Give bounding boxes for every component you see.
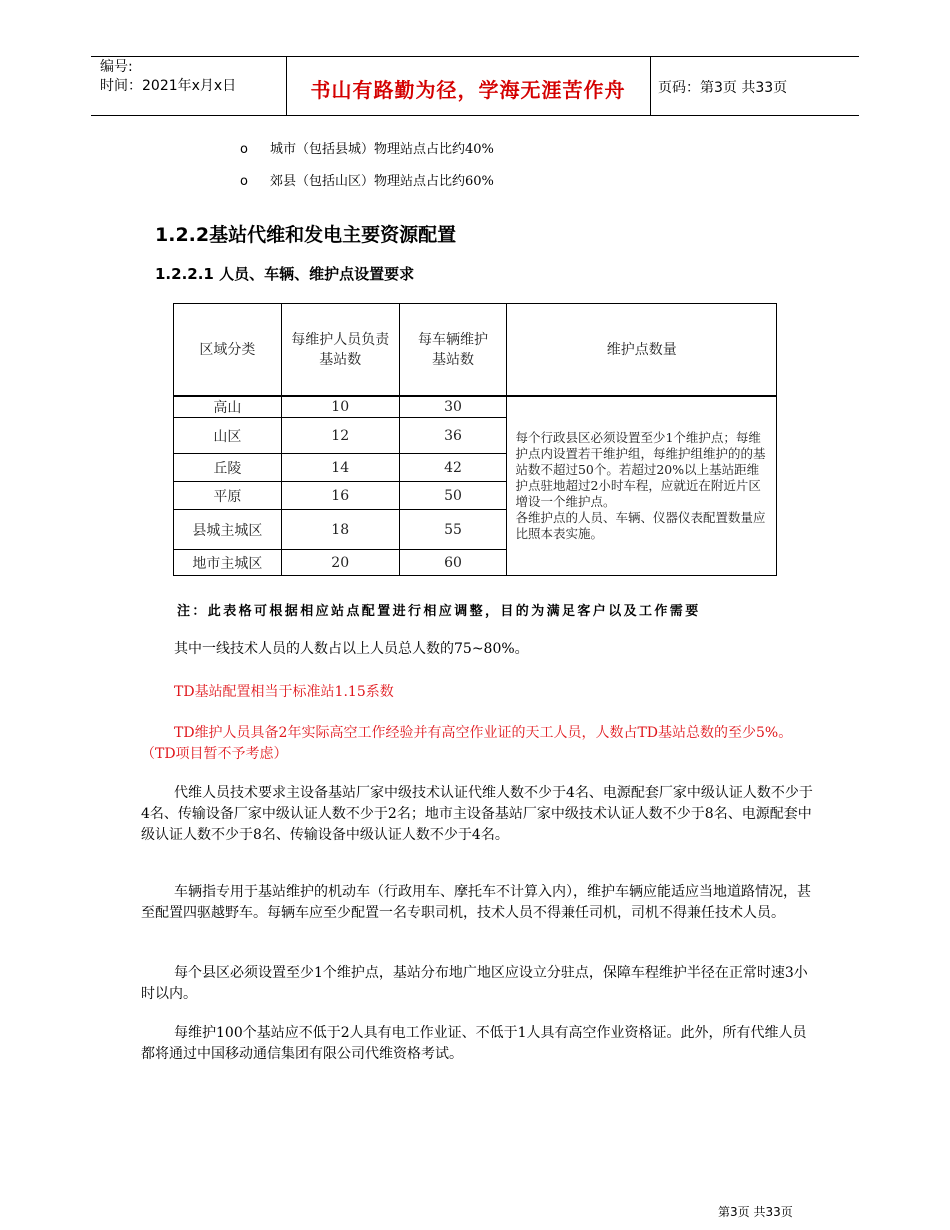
per-person-cell: 12	[281, 418, 399, 454]
list-item-text: 郊县（包括山区）物理站点占比约60%	[270, 174, 494, 189]
table-header-row	[174, 304, 777, 396]
area-cell: 丘陵	[174, 454, 282, 482]
area-cell: 山区	[174, 418, 282, 454]
document-number: 编号:	[100, 59, 133, 75]
highlight-paragraph: TD维护人员具备2年实际高空工作经验并有高空作业证的天工人员，人数占TD基站总数的至少5%。（TD项目暂不予考虑）	[141, 725, 793, 762]
per-person-cell: 14	[281, 454, 399, 482]
per-vehicle-cell: 42	[399, 454, 507, 482]
column-header: 维护点数量	[507, 304, 777, 396]
bullet-mark: o	[240, 142, 248, 157]
list-item	[240, 170, 494, 189]
area-cell: 平原	[174, 482, 282, 510]
maintenance-point-note	[507, 396, 777, 576]
header-page-number: 页码：第3页 共33页	[658, 80, 788, 96]
paragraph: 代维人员技术要求主设备基站厂家中级技术认证代维人数不少于4名、电源配套厂家中级认证人数不少于4名、传输设备厂家中级认证人数不少于2名；地市主设备基站厂家中级技术认证人数不少于8名、电源配套中级认证人数不少于8名、传输设备中级认证人数不少于4名。	[141, 785, 813, 843]
column-header: 区域分类	[174, 304, 282, 396]
resource-config-table	[173, 303, 777, 576]
document-time: 时间：2021年x月x日	[100, 78, 237, 94]
header-meta	[100, 58, 236, 96]
list-item-text: 城市（包括县城）物理站点占比约40%	[270, 142, 494, 157]
paragraph: 每个县区必须设置至少1个维护点，基站分布地广地区应设立分驻点，保障车程维护半径在正常时速3小时以内。	[141, 965, 808, 1002]
header-bottom-rule	[91, 115, 859, 116]
per-vehicle-cell: 60	[399, 550, 507, 576]
header-motto: 书山有路勤为径，学海无涯苦作舟	[310, 78, 626, 102]
note-text: 每个行政县区必须设置至少1个维护点；每维护点内设置若干维护组，每维护组维护的的基站数不超过50个。若超过20%以上基站距维护点驻地超过2小时车程，应就近在附近片区增设一个维护点。	[515, 429, 766, 509]
per-vehicle-cell: 30	[399, 396, 507, 418]
subsection-title: 1.2.2.1 人员、车辆、维护点设置要求	[155, 265, 415, 283]
header-divider	[650, 57, 651, 115]
section-title: 1.2.2基站代维和发电主要资源配置	[155, 224, 457, 246]
header-top-rule	[91, 56, 859, 57]
per-vehicle-cell: 36	[399, 418, 507, 454]
per-person-cell: 20	[281, 550, 399, 576]
per-person-cell: 10	[281, 396, 399, 418]
paragraph: 每维护100个基站应不低于2人具有电工作业证、不低于1人具有高空作业资格证。此外，所有代维人员都将通过中国移动通信集团有限公司代维资格考试。	[141, 1025, 807, 1062]
paragraph: 车辆指专用于基站维护的机动车（行政用车、摩托车不计算入内），维护车辆应能适应当地道路情况，甚至配置四驱越野车。每辆车应至少配置一名专职司机，技术人员不得兼任司机，司机不得兼任技术人员。	[141, 884, 811, 921]
note-text: 各维护点的人员、车辆、仪器仪表配置数量应比照本表实施。	[515, 509, 766, 541]
column-header: 每维护人员负责基站数	[281, 304, 399, 396]
per-vehicle-cell: 50	[399, 482, 507, 510]
highlight-paragraph: TD基站配置相当于标准站1.15系数	[174, 684, 394, 700]
list-item	[240, 138, 494, 157]
area-cell: 高山	[174, 396, 282, 418]
area-cell: 地市主城区	[174, 550, 282, 576]
per-person-cell: 16	[281, 482, 399, 510]
paragraph: 其中一线技术人员的人数占以上人员总人数的75~80%。	[174, 641, 529, 657]
table-notice: 注：此表格可根据相应站点配置进行相应调整，目的为满足客户以及工作需要	[177, 604, 701, 619]
footer-page-number: 第3页 共33页	[718, 1205, 793, 1219]
area-cell: 县城主城区	[174, 510, 282, 550]
column-header: 每车辆维护基站数	[399, 304, 507, 396]
per-vehicle-cell: 55	[399, 510, 507, 550]
table-row	[174, 396, 777, 418]
per-person-cell: 18	[281, 510, 399, 550]
bullet-mark: o	[240, 174, 248, 189]
